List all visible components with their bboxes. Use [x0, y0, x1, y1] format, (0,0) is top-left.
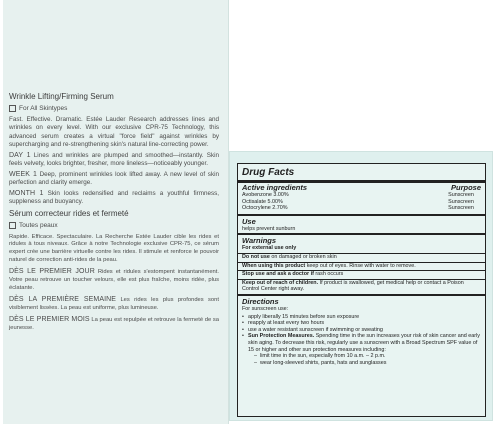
keep-out-text: If product is swallowed, get medical help or contact a Poison Control Center right away. — [242, 279, 464, 293]
do-not-use-line — [238, 254, 485, 262]
keep-out-label: Keep out of reach of children. — [242, 279, 319, 286]
day1-paragraph — [9, 152, 219, 168]
day1-label: DAY 1 — [9, 151, 31, 159]
sun-protection-label: Sun Protection Measures. — [248, 333, 315, 340]
ingredient-purpose: Sunscreen — [448, 198, 474, 205]
do-not-use-text: on damaged or broken skin — [271, 253, 337, 260]
month1-label: MONTH 1 — [9, 190, 44, 198]
fr-week-text: Les rides les plus profondes sont visiblement lissées. La peau est uniforme, plus lumineuse. — [9, 296, 219, 311]
drug-facts-title: Drug Facts — [238, 164, 485, 183]
when-using-line — [238, 263, 485, 271]
ingredient-name: Avobenzone 3.00% — [242, 192, 289, 198]
directions-title: Directions — [242, 296, 279, 306]
when-using-label: When using this product — [242, 262, 306, 269]
directions-list — [238, 314, 485, 367]
product-title: Wrinkle Lifting/Firming Serum — [9, 92, 114, 101]
ingredient-name: Octocrylene 2.70% — [242, 205, 288, 212]
week1-label: WEEK 1 — [9, 170, 37, 178]
list-item: – wear long-sleeved shirts, pants, hats and sunglasses — [260, 360, 481, 367]
stop-use-text: rash occurs — [315, 271, 344, 278]
ingredient-purpose: Sunscreen — [448, 205, 474, 212]
drug-facts-panel — [237, 163, 486, 417]
ingredient-row — [238, 192, 485, 199]
fr-week-label: DÈS LA PREMIÈRE SEMAINE — [9, 295, 117, 303]
stop-use-label: Stop use and ask a doctor if — [242, 271, 314, 278]
drug-facts-card — [230, 152, 492, 420]
fr-intro-paragraph: Rapide. Efficace. Spectaculaire. La Recherche Estée Lauder cible les rides et ridules à tous niveaux. Grâce à notre Technologie exclusive CPR-75, ce sérum expert crée une barrière virtuelle contre les rides. Il stimule et renforce le pouvoir naturel de correction anti-rides de la peau. — [9, 233, 219, 264]
directions-intro: For sunscreen use: — [242, 305, 289, 312]
warnings-title: Warnings — [242, 236, 277, 246]
use-text: helps prevent sunburn — [242, 225, 296, 232]
fr-skintype-text: Toutes peaux — [19, 222, 58, 230]
fr-month-paragraph — [9, 316, 219, 333]
product-description — [9, 92, 219, 336]
week1-text: Deep, prominent wrinkles look lifted away. A new level of skin perfection and clarity emerge. — [9, 170, 219, 186]
month1-text: Skin looks redensified and reclaims a youthful firmness, suppleness and buoyancy. — [9, 190, 220, 206]
active-ingredients-header — [238, 183, 485, 192]
list-item — [248, 333, 481, 366]
use-title: Use — [242, 216, 256, 226]
sun-protection-text: Spending time in the sun increases your risk of skin cancer and early skin aging. To decrease this risk, regularly use a sunscreen with a Broad Spectrum SPF value of 15 or higher and other sun protection measures including: — [248, 333, 480, 353]
list-item: • use a water resistant sunscreen if swimming or sweating — [248, 327, 481, 334]
external-use-text: For external use only — [242, 245, 297, 252]
skintype-line — [9, 105, 219, 113]
fr-day-paragraph — [9, 268, 219, 293]
fr-week-paragraph — [9, 296, 219, 313]
fr-month-label: DÈS LE PREMIER MOIS — [9, 315, 90, 323]
ingredient-name: Octisalate 5.00% — [242, 198, 283, 205]
skintype-text: For All Skintypes — [19, 105, 68, 113]
week1-paragraph — [9, 171, 219, 187]
list-item: – limit time in the sun, especially from 10 a.m. – 2 p.m. — [260, 353, 481, 360]
do-not-use-label: Do not use — [242, 253, 270, 260]
checkbox-icon — [9, 222, 16, 229]
ingredient-row — [238, 199, 485, 206]
ingredient-purpose: Sunscreen — [448, 192, 474, 198]
intro-paragraph: Fast. Effective. Dramatic. Estée Lauder Research addresses lines and wrinkles on every level. With our exclusive CPR-75 Technology, this advanced serum creates a virtual "force field" against wrinkles by supercharging and re-strengthening skin's natural line-correcting power. — [9, 116, 219, 148]
product-box-side-panel — [3, 0, 229, 424]
when-using-text: keep out of eyes. Rinse with water to remove. — [306, 262, 416, 269]
list-item: • reapply at least every two hours — [248, 320, 481, 327]
month1-paragraph — [9, 190, 219, 206]
ingredient-row — [238, 205, 485, 214]
list-item: • apply liberally 15 minutes before sun exposure — [248, 314, 481, 321]
purpose-label: Purpose — [450, 183, 481, 192]
day1-text: Lines and wrinkles are plumped and smoothed—instantly. Skin feels velvety, looks brighter, fresher, more lineless—noticeably younger. — [9, 151, 219, 167]
fr-skintype-line — [9, 222, 219, 230]
active-ingredients-label: Active ingredients — [242, 183, 308, 192]
checkbox-icon — [9, 105, 16, 112]
sun-protection-sublist — [248, 353, 481, 366]
fr-month-text: La peau est repulpée et retrouve la fermeté de sa jeunesse. — [9, 316, 219, 331]
keep-out-line — [238, 280, 485, 294]
fr-day-text: Rides et ridules s'estompent instantanément. Votre peau retrouve un toucher velours, elle est plus fraîche, moins ridée, plus éclatante. — [9, 269, 219, 291]
fr-day-label: DÈS LE PREMIER JOUR — [9, 268, 95, 276]
stop-use-line — [238, 271, 485, 279]
fr-product-title: Sérum correcteur rides et fermeté — [9, 209, 129, 219]
